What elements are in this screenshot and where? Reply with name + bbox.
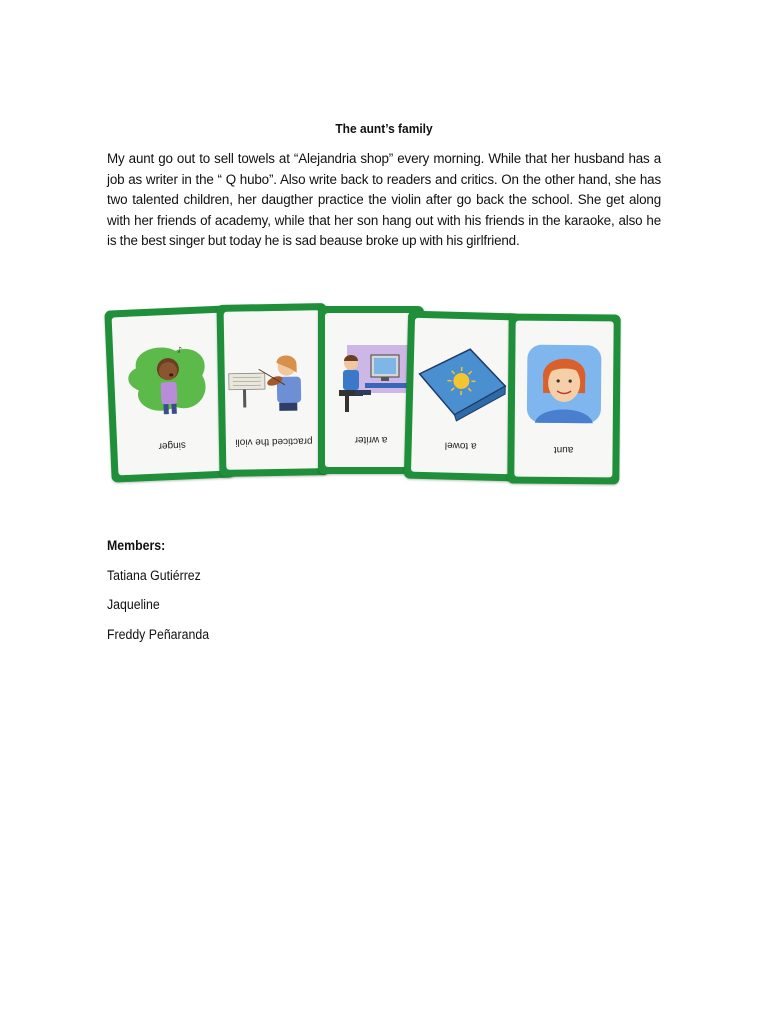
member-name: Tatiana Gutiérrez [107,568,201,583]
story-paragraph: My aunt go out to sell towels at “Alejandria shop” every morning. While that her husband has a job as writer in the “ Q hubo”. Also write back to readers and critics. On the other hand, she has two talented children, her daugther practice the violin after go back the school. She get along with her friends of academy, while that her son hang out with his friends in the karaoke, also he is the best singer but today he is sad beause broke up with his girlfriend. [107,151,661,248]
flashcard-towel [404,311,520,482]
card-word: a towel [444,439,477,452]
card-word: singer [158,439,187,452]
aunt-portrait-icon [515,343,614,426]
violin-player-icon [224,332,321,416]
card-word: a writer [354,434,388,445]
document-title: The aunt’s family [335,121,433,136]
card-word: practiced the violi [235,435,313,448]
flashcard-violin [217,303,330,477]
member-name: Jaqueline [107,597,160,612]
members-heading: Members: [107,538,166,553]
singer-boy-icon [113,335,226,422]
flashcards-photo [106,300,626,490]
svg-text:♪: ♪ [176,345,183,355]
card-word: aunt [553,443,574,456]
flashcard-aunt [507,314,620,485]
computer-writer-icon [325,335,417,417]
towel-icon [412,340,512,425]
member-name: Freddy Peñaranda [107,627,210,642]
